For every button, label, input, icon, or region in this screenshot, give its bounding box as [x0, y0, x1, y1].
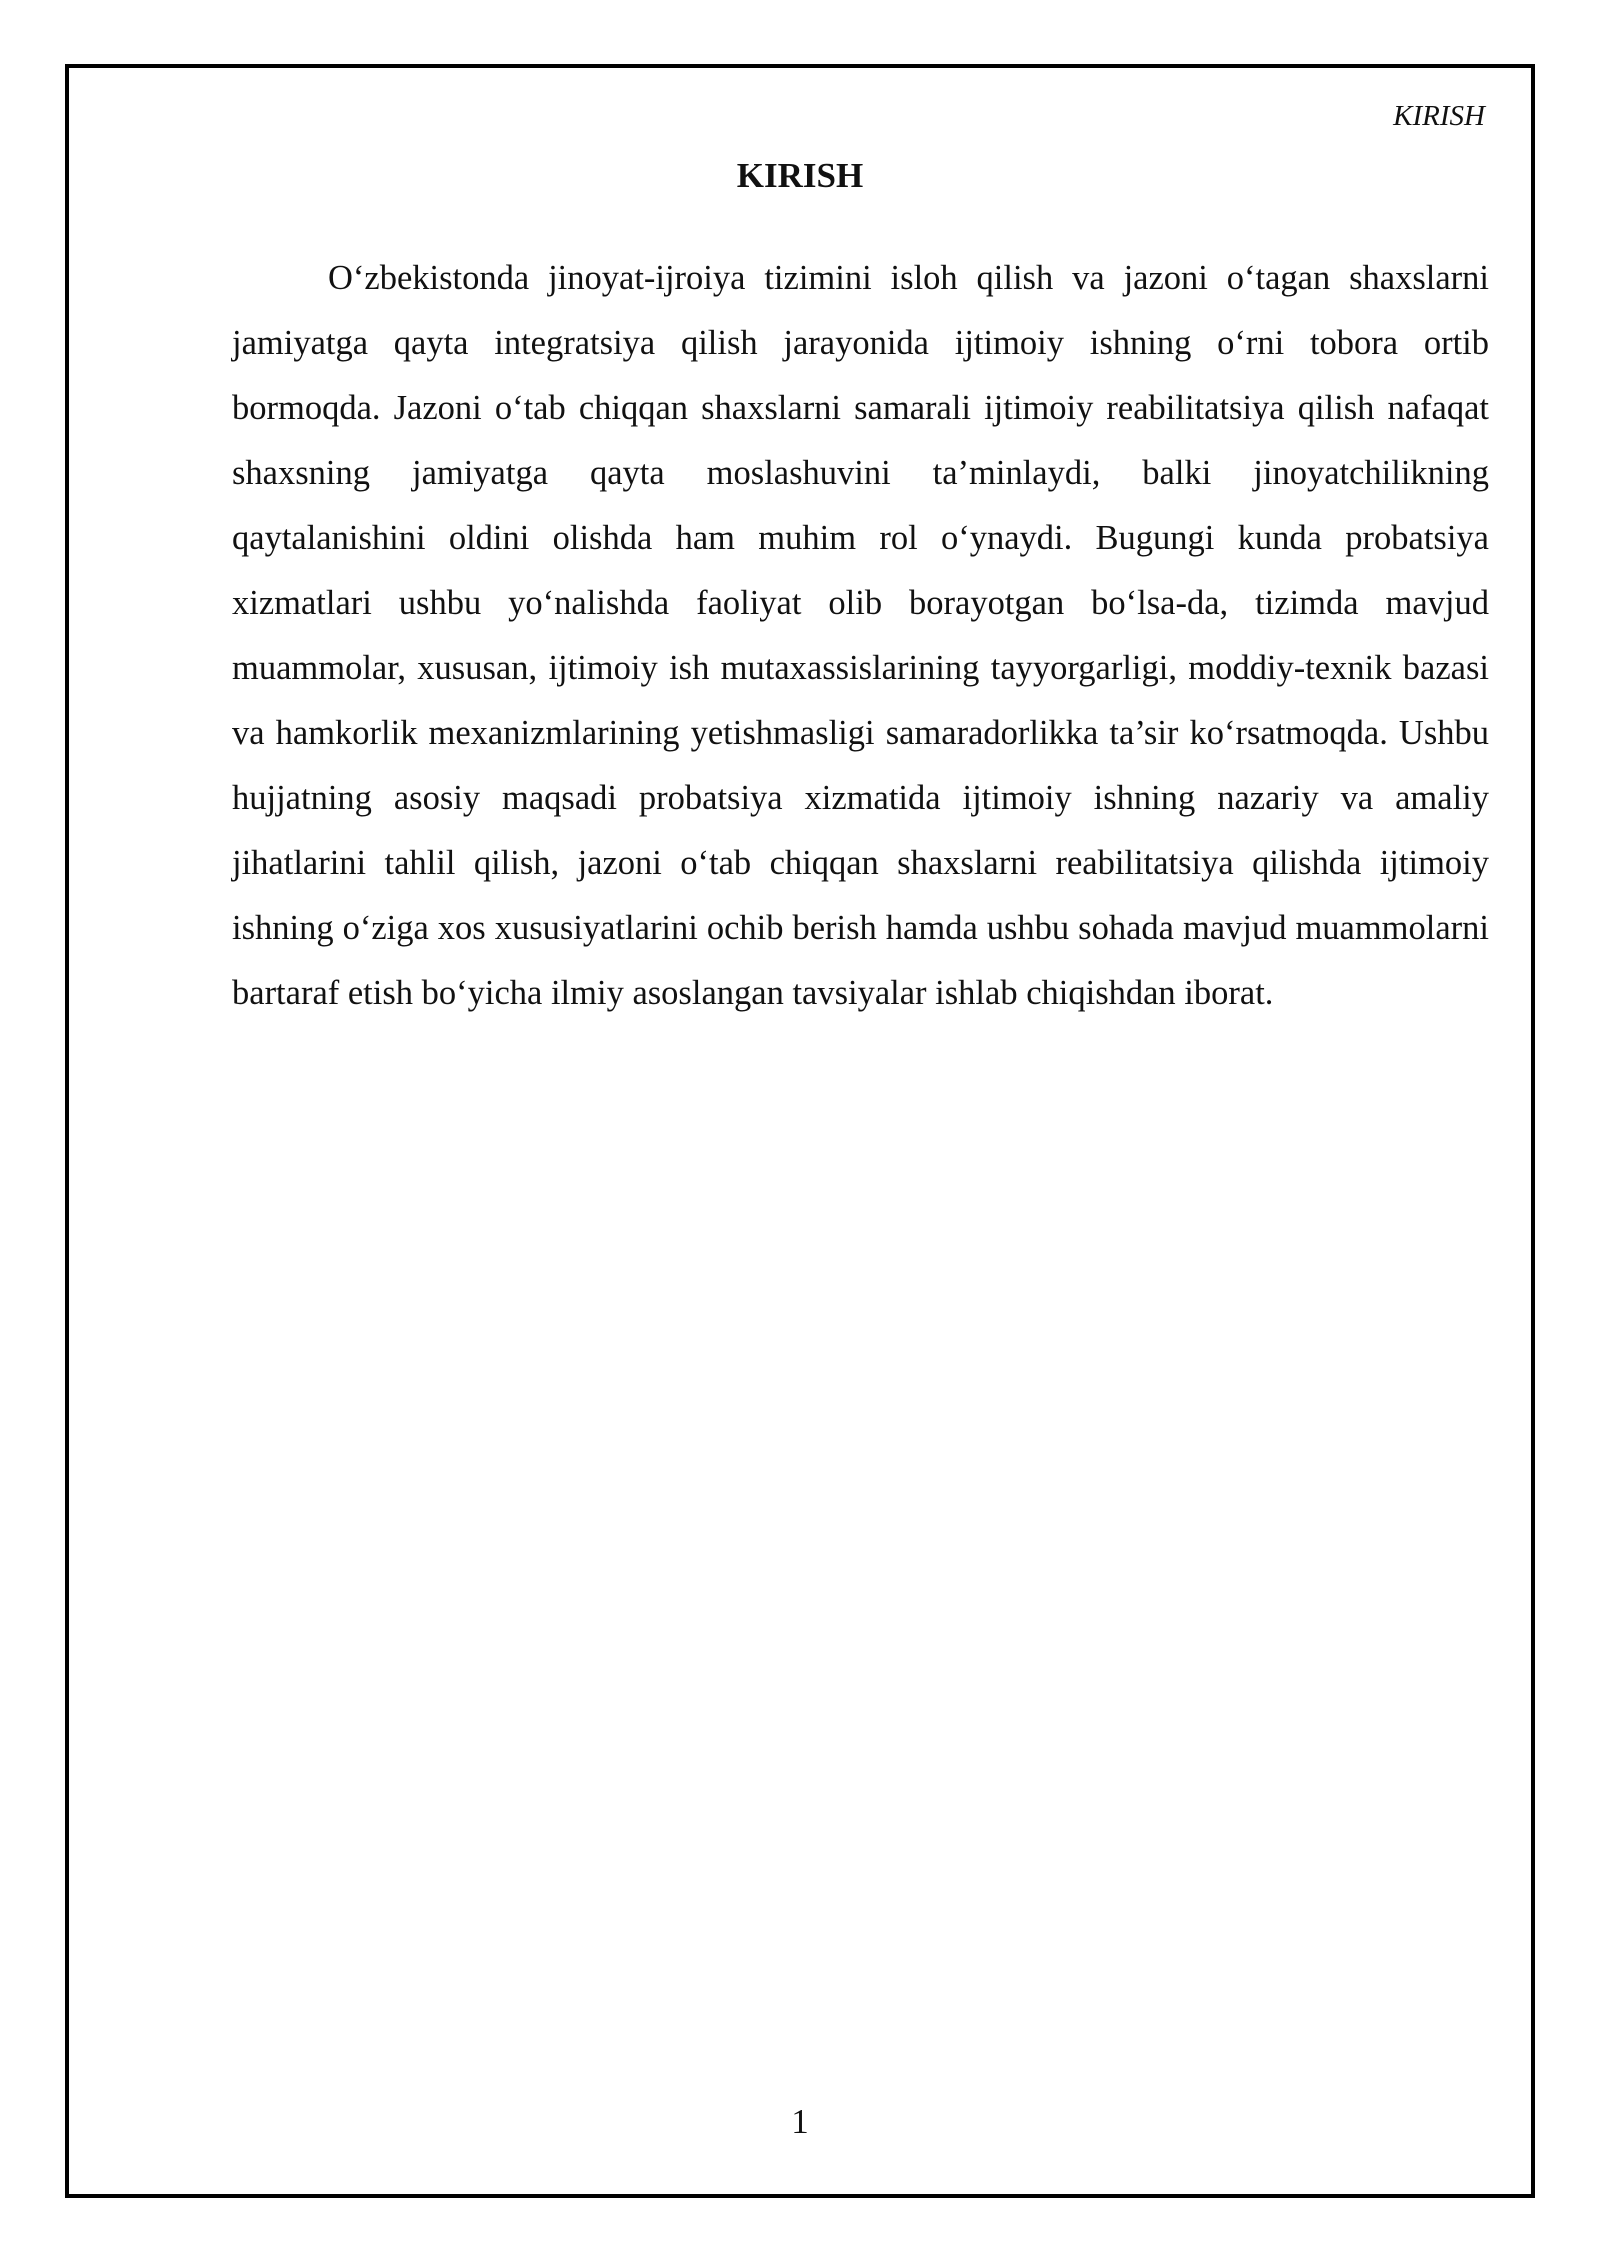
body-paragraph: O‘zbekistonda jinoyat-ijroiya tizimini isloh qilish va jazoni o‘tagan shaxslarni jamiyatga qayta integratsiya qilish jarayonida ijtimoiy ishning o‘rni tobora ortib bormoqda. Jazoni o‘tab chiqqan shaxslarni samarali ijtimoiy reabilitatsiya qilish nafaqat shaxsning jamiyatga qayta moslashuvini ta’minlaydi, balki jinoyatchilikning qaytalanishini oldini olishda ham muhim rol o‘ynaydi. Bugungi kunda probatsiya xizmatlari ushbu yo‘nalishda faoliyat olib borayotgan bo‘lsa-da, tizimda mavjud muammolar, xususan, ijtimoiy ish mutaxassislarining tayyorgarligi, moddiy-texnik bazasi va hamkorlik mexanizmlarining yetishmasligi samaradorlikka ta’sir ko‘rsatmoqda. Ushbu hujjatning asosiy maqsadi probatsiya xizmatida ijtimoiy ishning nazariy va amaliy jihatlarini tahlil qilish, jazoni o‘tab chiqqan shaxslarni reabilitatsiya qilishda ijtimoiy ishning o‘ziga xos xususiyatlarini ochib berish hamda ushbu sohada mavjud muammolarni bartaraf etish bo‘yicha ilmiy asoslangan tavsiyalar ishlab chiqishdan iborat.	[232, 259, 1489, 1012]
running-header: KIRISH	[1393, 100, 1485, 132]
page-frame	[65, 64, 1535, 2198]
section-title: KIRISH	[736, 156, 864, 195]
page-number: 1	[791, 2102, 809, 2141]
